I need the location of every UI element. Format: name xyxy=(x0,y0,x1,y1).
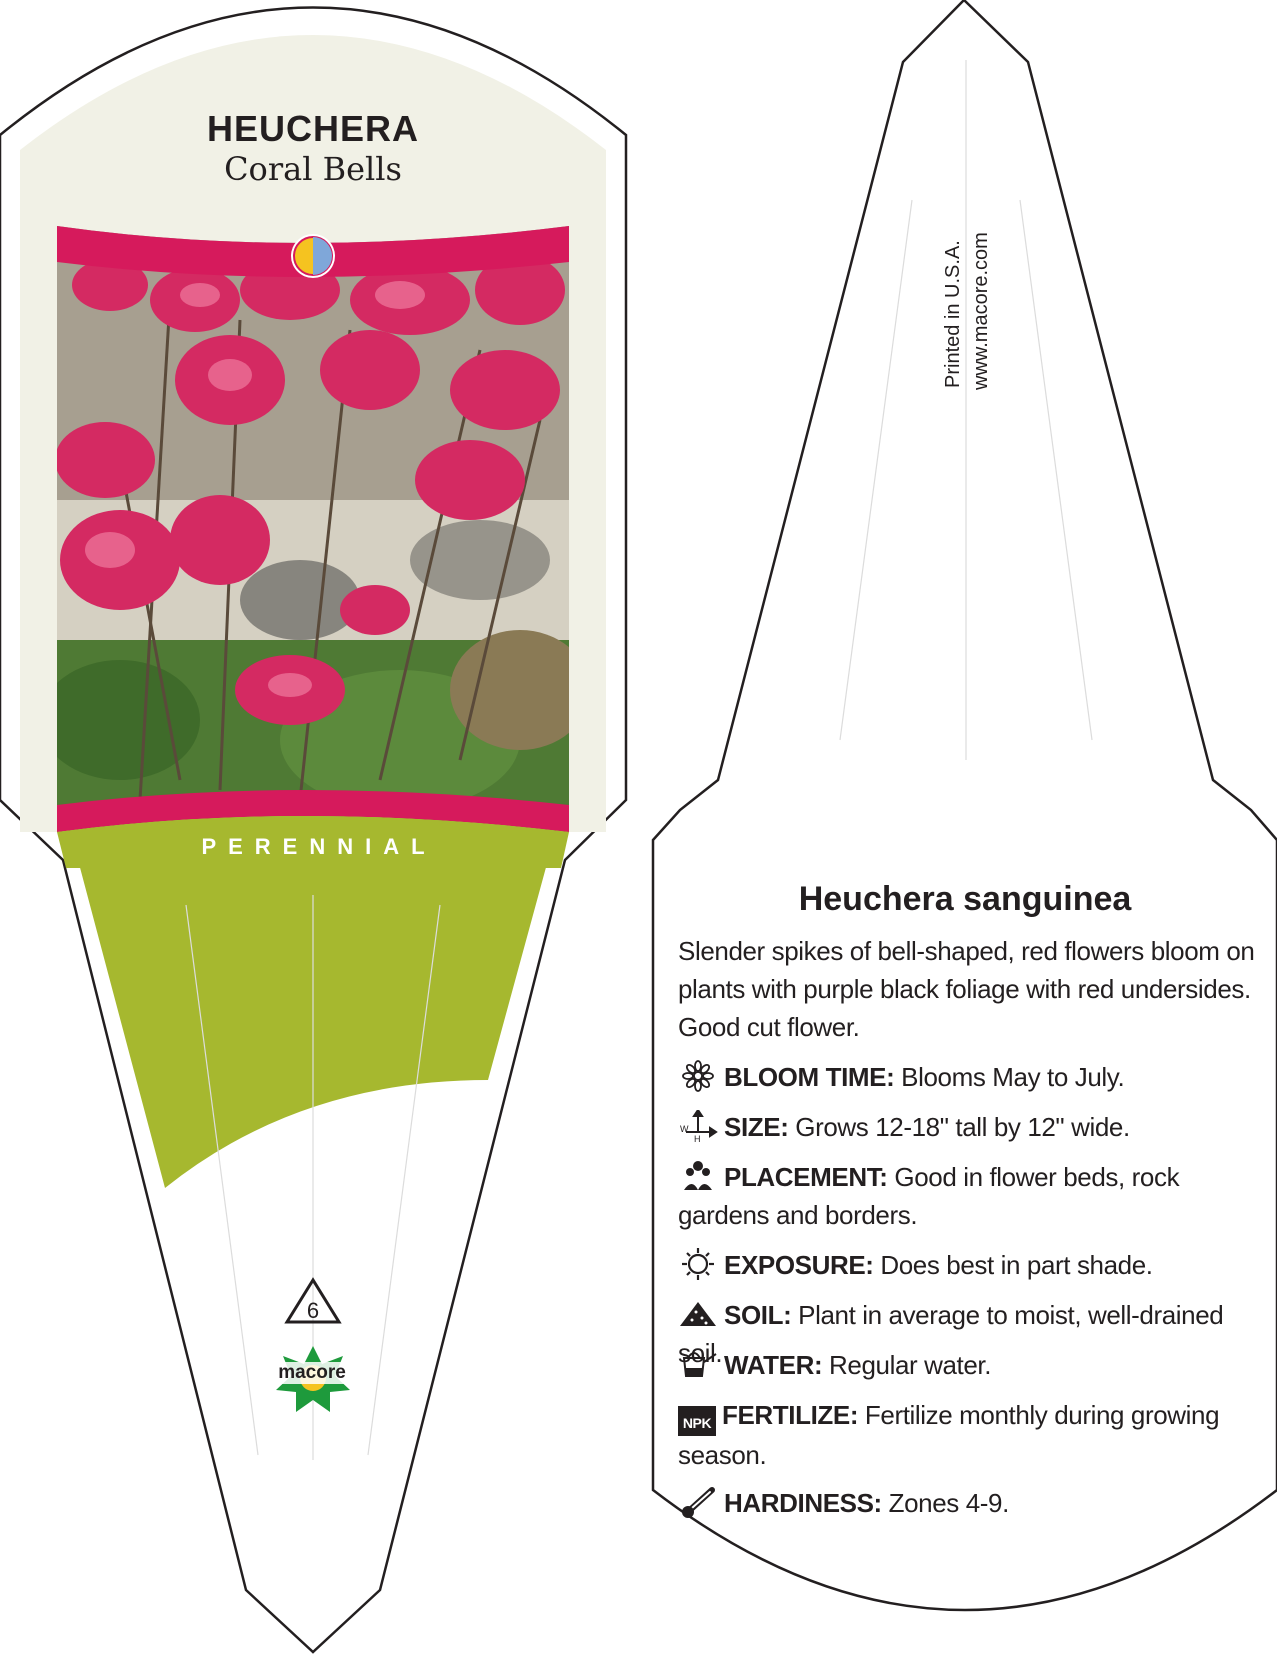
row-label: FERTILIZE: xyxy=(722,1400,859,1430)
watering-can-icon xyxy=(678,1348,718,1380)
row-label: SOIL: xyxy=(724,1300,792,1330)
exposure-row xyxy=(678,1246,1258,1284)
flower-icon xyxy=(678,1060,718,1092)
row-text: Blooms May to July. xyxy=(894,1062,1125,1092)
flower-photo xyxy=(40,220,590,840)
botanical-name: Heuchera sanguinea xyxy=(798,880,1132,918)
row-text: Does best in part shade. xyxy=(873,1250,1153,1280)
npk-icon: NPK xyxy=(678,1406,716,1436)
sun-icon xyxy=(678,1248,718,1280)
sun-shade-indicator xyxy=(291,234,335,278)
row-text: Plant in average to moist, well-drained soil. xyxy=(678,1300,1224,1368)
size-row xyxy=(678,1108,1258,1146)
placement-row xyxy=(678,1158,1258,1234)
row-label: HARDINESS: xyxy=(724,1488,882,1518)
common-name-title: HEUCHERA xyxy=(206,108,419,149)
size-icon xyxy=(678,1110,718,1142)
brand-logo-text: macore xyxy=(278,1362,346,1383)
row-text: Fertilize monthly during growing season. xyxy=(678,1400,1220,1470)
placement-icon xyxy=(678,1160,718,1192)
row-text: Regular water. xyxy=(822,1350,992,1380)
water-row xyxy=(678,1346,1258,1384)
common-name-subtitle: Coral Bells xyxy=(224,150,402,188)
row-label: EXPOSURE: xyxy=(724,1250,874,1280)
size-icon-h: H xyxy=(694,1134,701,1142)
vertical-print-info xyxy=(918,200,1018,400)
row-text: Zones 4-9. xyxy=(881,1488,1009,1518)
hardiness-row xyxy=(678,1484,1258,1522)
recycle-code: 6 xyxy=(306,1298,320,1323)
row-text: Grows 12-18" tall by 12" wide. xyxy=(788,1112,1130,1142)
row-label: WATER: xyxy=(724,1350,823,1380)
row-label: SIZE: xyxy=(724,1112,789,1142)
row-label: BLOOM TIME: xyxy=(724,1062,895,1092)
category-label: PERENNIAL xyxy=(201,834,437,859)
fertilize-row xyxy=(678,1396,1258,1474)
row-text: Good in flower beds, rock gardens and borders. xyxy=(678,1162,1180,1230)
thermometer-icon xyxy=(678,1486,718,1518)
size-icon-w: W xyxy=(680,1124,689,1134)
printed-in-text: Printed in U.S.A. xyxy=(942,240,964,388)
soil-icon xyxy=(678,1298,718,1330)
bloom-time-row xyxy=(678,1058,1258,1096)
row-label: PLACEMENT: xyxy=(724,1162,888,1192)
website-text: www.macore.com xyxy=(970,232,992,390)
plant-description: Slender spikes of bell-shaped, red flowers bloom on plants with purple black foliage with red undersides. Good cut flower. xyxy=(678,936,1255,1042)
